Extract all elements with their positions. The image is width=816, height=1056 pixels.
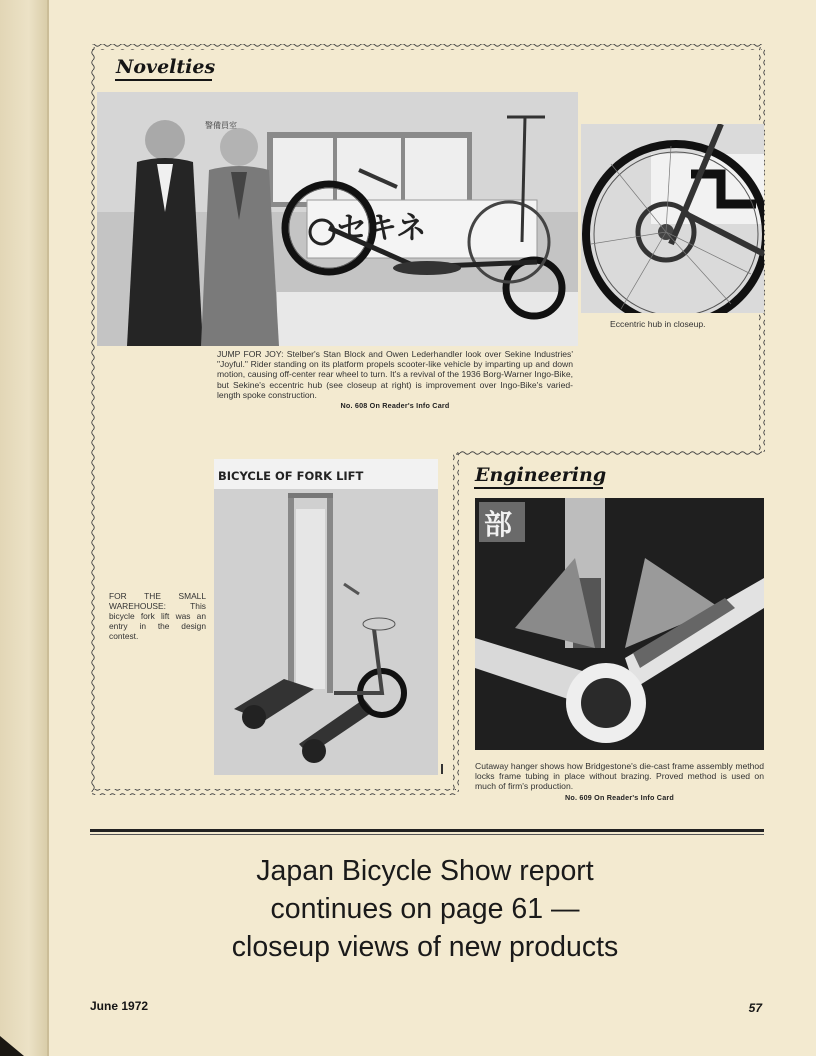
novelties-underline xyxy=(115,79,212,81)
divider-rule-thin xyxy=(90,834,764,835)
sign-small-text: 警備員室 xyxy=(205,121,237,130)
joyful-illustration xyxy=(97,92,578,346)
cutaway-photo xyxy=(475,498,764,750)
headline-line-1: Japan Bicycle Show report xyxy=(256,855,594,887)
engineering-underline xyxy=(474,487,603,489)
joyful-caption-text: JUMP FOR JOY: Stelber's Stan Block and Owen Lederhandler look over Sekine Industries' "Joyful." Rider standing on its platform propels scooter-like vehicle by imparting up and down motion, causing off-center rear wheel to turn. It's a revival of the 1936 Borg-Warner Ingo-Bike, but Sekine's eccentric hub (see closeup at right) is improvement over Ingo-Bike's varied-length spoke construction. xyxy=(217,349,573,400)
novelties-title: Novelties xyxy=(116,56,216,78)
forklift-photo xyxy=(214,459,438,775)
page-number: 57 xyxy=(748,1001,762,1015)
forklift-caption: FOR THE SMALL WAREHOUSE: This bicycle fork lift was an entry in the design contest. xyxy=(109,591,206,641)
cutaway-illustration xyxy=(475,498,764,750)
cutaway-badge: 部 xyxy=(484,508,513,541)
joyful-photo xyxy=(97,92,578,346)
sign-text: セキネ xyxy=(337,211,427,246)
border-middle xyxy=(456,449,762,455)
forklift-photo-title: BICYCLE OF FORK LIFT xyxy=(218,469,364,483)
forklift-illustration xyxy=(214,459,438,775)
hub-illustration xyxy=(581,124,764,313)
headline-line-2: continues on page 61 — xyxy=(270,893,580,925)
border-left xyxy=(90,47,96,792)
hub-closeup-photo xyxy=(581,124,764,313)
border-inner-vertical xyxy=(453,452,459,792)
border-top xyxy=(92,44,762,50)
cutaway-caption-text: Cutaway hanger shows how Bridgestone's die-cast frame assembly method locks frame tubing in place without brazing. Proved method is used on much of firm's production. xyxy=(475,761,764,792)
continuation-headline xyxy=(120,852,730,966)
headline-line-3: closeup views of new products xyxy=(231,931,619,963)
forklift-photo-mark xyxy=(441,764,443,774)
issue-date: June 1972 xyxy=(90,999,149,1013)
joyful-caption xyxy=(217,349,573,411)
cutaway-caption xyxy=(475,761,764,803)
divider-rule-thick xyxy=(90,829,764,832)
engineering-title: Engineering xyxy=(475,464,607,486)
cutaway-reader-ref: No. 609 On Reader's Info Card xyxy=(565,792,674,802)
joyful-reader-ref: No. 608 On Reader's Info Card xyxy=(340,401,450,411)
hub-caption: Eccentric hub in closeup. xyxy=(610,319,706,329)
border-bottom xyxy=(92,789,456,795)
